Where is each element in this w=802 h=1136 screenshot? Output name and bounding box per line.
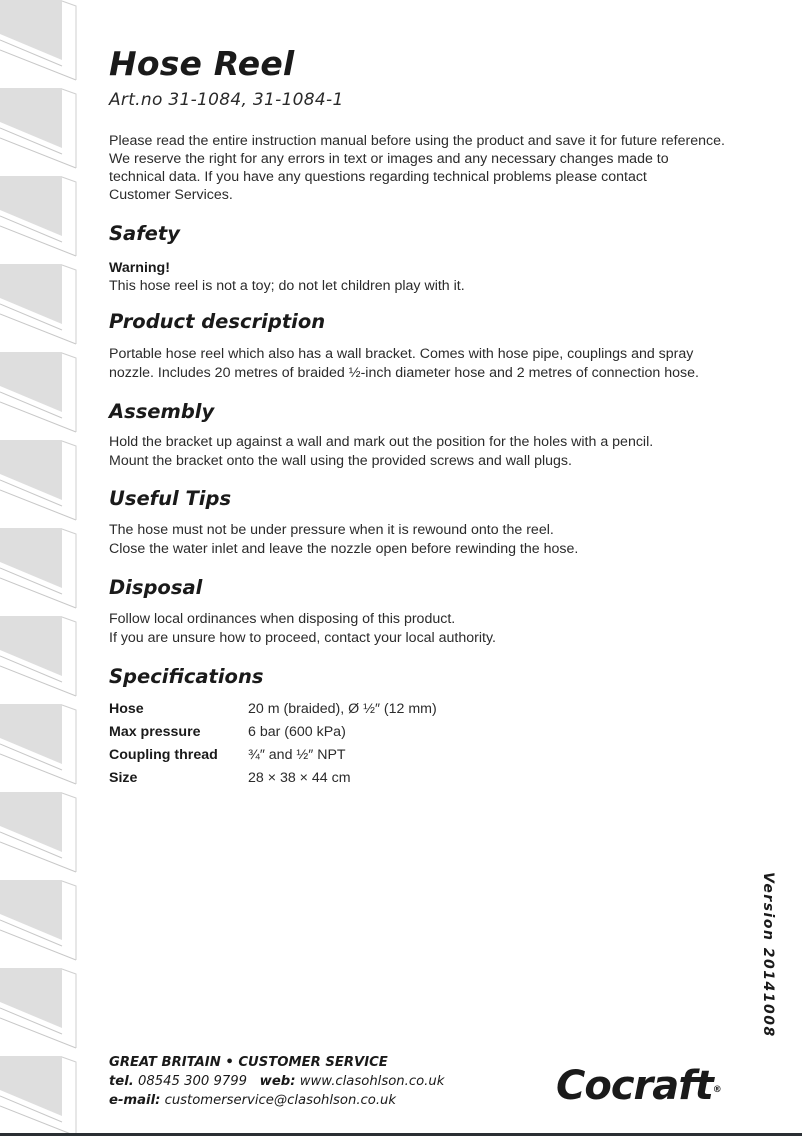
section-specifications xyxy=(109,665,749,790)
intro-paragraph xyxy=(109,132,749,204)
section-heading: Safety xyxy=(109,222,180,245)
section-heading: Useful Tips xyxy=(109,487,232,510)
cocraft-logo xyxy=(556,1064,721,1108)
email-label: e-mail: xyxy=(109,1093,161,1108)
spec-row xyxy=(109,767,749,790)
decorative-side-pattern xyxy=(0,0,80,1136)
tel-value: 08545 300 9799 xyxy=(137,1074,248,1089)
article-number: Art.no 31-1084, 31-1084-1 xyxy=(109,90,344,110)
tel-label: tel. xyxy=(109,1074,134,1089)
section-useful-tips xyxy=(109,487,749,559)
spec-row xyxy=(109,698,749,721)
logo-text: Cocraft xyxy=(556,1063,713,1109)
intro-line: Customer Services. xyxy=(109,187,233,203)
document-title: Hose Reel xyxy=(109,44,295,83)
paragraph-line: Hold the bracket up against a wall and mark out the position for the holes with a pencil. xyxy=(109,434,654,450)
intro-line: We reserve the right for any errors in text or images and any necessary changes made to xyxy=(109,151,669,167)
paragraph-line: The hose must not be under pressure when it is rewound onto the reel. xyxy=(109,522,554,538)
section-product-description xyxy=(109,310,749,383)
paragraph-line: nozzle. Includes 20 metres of braided ½-inch diameter hose and 2 metres of connection hose. xyxy=(109,365,699,381)
section-assembly xyxy=(109,400,749,471)
spec-key: Max pressure xyxy=(109,724,201,740)
footer-contact-line xyxy=(109,1072,444,1091)
section-safety xyxy=(109,222,749,296)
section-heading: Product description xyxy=(109,310,326,333)
email-link[interactable]: customerservice@clasohlson.co.uk xyxy=(164,1093,397,1108)
spec-key: Hose xyxy=(109,701,144,717)
web-link[interactable]: www.clasohlson.co.uk xyxy=(299,1074,445,1089)
paragraph-line: Close the water inlet and leave the nozzle open before rewinding the hose. xyxy=(109,541,579,557)
spec-key: Size xyxy=(109,770,138,786)
section-heading: Disposal xyxy=(109,576,203,599)
warning-label: Warning! xyxy=(109,260,170,276)
paragraph-line: Portable hose reel which also has a wall bracket. Comes with hose pipe, couplings and spray xyxy=(109,346,694,362)
specifications-table xyxy=(109,698,749,790)
intro-line: Please read the entire instruction manual before using the product and save it for future reference. xyxy=(109,133,725,149)
spec-row xyxy=(109,744,749,767)
customer-service-footer xyxy=(109,1053,444,1110)
manual-content xyxy=(109,44,749,786)
spec-key: Coupling thread xyxy=(109,747,218,763)
intro-line: technical data. If you have any questions regarding technical problems please contact xyxy=(109,169,647,185)
spec-value: 28 × 38 × 44 cm xyxy=(248,770,351,786)
section-heading: Assembly xyxy=(109,400,215,423)
footer-email-line xyxy=(109,1091,444,1110)
web-label: web: xyxy=(259,1074,296,1089)
registered-mark-icon: ® xyxy=(712,1085,721,1095)
spec-row xyxy=(109,721,749,744)
footer-heading: GREAT BRITAIN • CUSTOMER SERVICE xyxy=(109,1055,388,1070)
paragraph-line: Follow local ordinances when disposing of this product. xyxy=(109,611,456,627)
section-disposal xyxy=(109,576,749,648)
spec-value: 20 m (braided), Ø ½″ (12 mm) xyxy=(248,701,437,717)
paragraph-line: Mount the bracket onto the wall using the provided screws and wall plugs. xyxy=(109,453,572,469)
safety-text: This hose reel is not a toy; do not let children play with it. xyxy=(109,278,465,294)
version-label: Version 20141008 xyxy=(760,872,776,1038)
paragraph-line: If you are unsure how to proceed, contact your local authority. xyxy=(109,630,496,646)
spec-value: 6 bar (600 kPa) xyxy=(248,724,346,740)
section-heading: Specifications xyxy=(109,665,264,688)
spec-value: ¾″ and ½″ NPT xyxy=(248,747,346,763)
